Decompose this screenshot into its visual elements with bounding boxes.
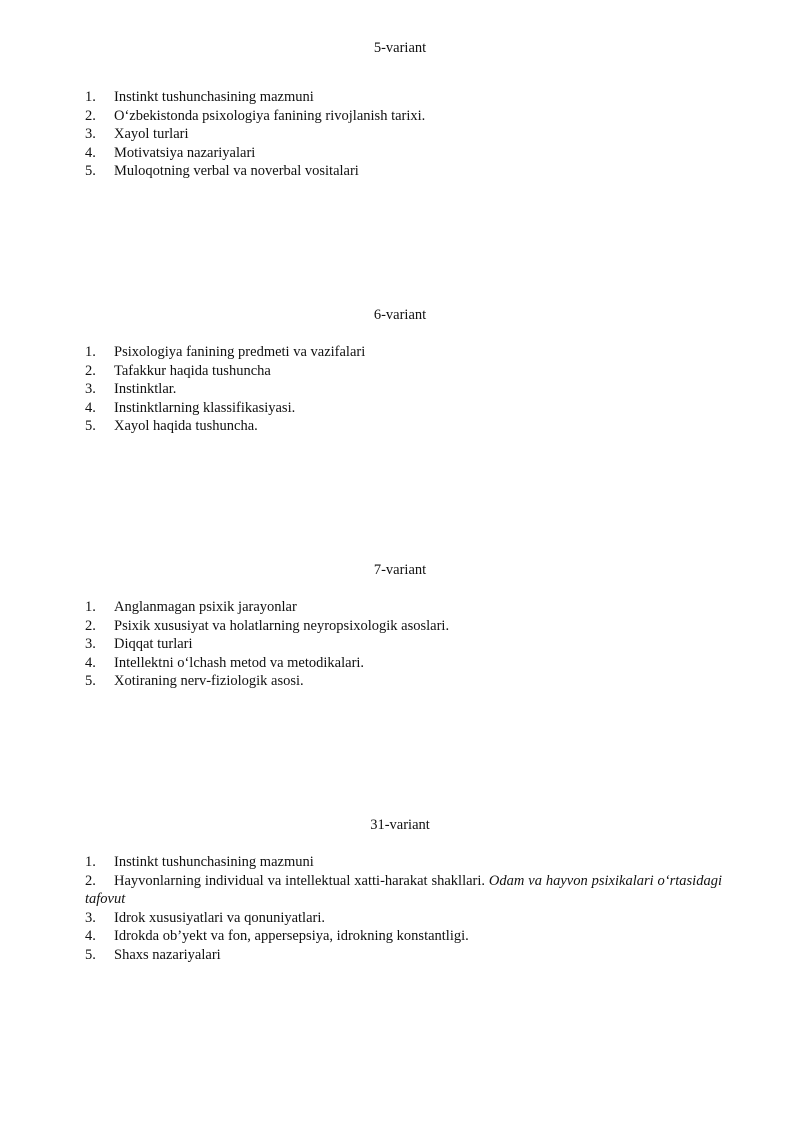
list-item [85, 872, 722, 909]
item-number: 4. [85, 144, 96, 161]
list-item [85, 343, 722, 362]
list-item [85, 362, 722, 381]
item-number: 4. [85, 654, 96, 671]
item-text: Xayol haqida tushuncha. [114, 418, 258, 434]
item-number: 3. [85, 636, 96, 652]
list-item [85, 125, 722, 144]
item-number: 1. [85, 599, 96, 615]
item-text: Xotiraning nerv-fiziologik asosi. [114, 673, 304, 689]
section-title-5-variant: 5-variant [373, 40, 427, 56]
item-text: Anglanmagan psixik jarayonlar [114, 599, 297, 615]
item-number: 1. [85, 854, 96, 870]
question-list-7-variant [85, 598, 722, 691]
item-text: Tafakkur haqida tushuncha [114, 362, 271, 379]
item-number: 2. [85, 872, 96, 889]
list-item [85, 617, 722, 636]
list-item [85, 399, 722, 418]
item-number: 5. [85, 673, 96, 689]
item-text-italic: Odam va hayvon psixikalari o‘rtasidagi tafovut [85, 872, 722, 907]
item-number: 5. [85, 418, 96, 434]
list-item [85, 598, 722, 617]
list-item [85, 144, 722, 163]
item-text: Idrok xususiyatlari va qonuniyatlari. [114, 909, 326, 926]
item-text: Instinktlarning klassifikasiyasi. [114, 399, 296, 416]
item-text: Shaxs nazariyalari [114, 946, 221, 963]
list-item [85, 380, 722, 399]
item-number: 3. [85, 381, 96, 397]
question-list-31-variant [85, 853, 722, 964]
item-number: 1. [85, 344, 96, 360]
section-title-7-variant: 7-variant [373, 562, 427, 578]
item-number: 5. [85, 946, 96, 963]
item-number: 4. [85, 928, 96, 944]
list-item [85, 909, 722, 928]
item-text: Idrokda ob’yekt va fon, appersepsiya, idrokning konstantligi. [114, 928, 469, 944]
item-number: 2. [85, 617, 96, 634]
list-item [85, 853, 722, 872]
item-number: 2. [85, 107, 96, 124]
item-text: Xayol turlari [114, 126, 189, 142]
item-text: Instinkt tushunchasining mazmuni [114, 854, 314, 870]
section-title-6-variant: 6-variant [373, 307, 427, 323]
item-number: 3. [85, 126, 96, 142]
list-item [85, 162, 722, 181]
item-text: O‘zbekistonda psixologiya fanining rivojlanish tarixi. [114, 107, 426, 124]
item-text: Intellektni o‘lchash metod va metodikalari. [114, 654, 365, 671]
question-list-5-variant [85, 88, 722, 181]
item-number: 3. [85, 909, 96, 926]
list-item [85, 672, 722, 691]
item-number: 4. [85, 399, 96, 416]
list-item [85, 88, 722, 107]
item-text: Psixik xususiyat va holatlarning neyropsixologik asoslari. [114, 617, 450, 634]
item-text: Diqqat turlari [114, 636, 193, 652]
list-item [85, 107, 722, 126]
list-item [85, 635, 722, 654]
item-number: 1. [85, 89, 96, 105]
list-item [85, 946, 722, 965]
item-text: Instinktlar. [114, 381, 177, 397]
item-text: Motivatsiya nazariyalari [114, 144, 256, 161]
question-list-6-variant [85, 343, 722, 436]
list-item [85, 927, 722, 946]
item-text: Muloqotning verbal va noverbal vositalari [114, 163, 359, 179]
list-item [85, 654, 722, 673]
item-text: Hayvonlarning individual va intellektual xatti-harakat shakllari. [114, 872, 486, 889]
item-text: Instinkt tushunchasining mazmuni [114, 89, 314, 105]
section-title-31-variant: 31-variant [370, 817, 430, 833]
item-number: 5. [85, 163, 96, 179]
item-number: 2. [85, 362, 96, 379]
list-item [85, 417, 722, 436]
item-text: Psixologiya fanining predmeti va vazifalari [114, 344, 366, 360]
